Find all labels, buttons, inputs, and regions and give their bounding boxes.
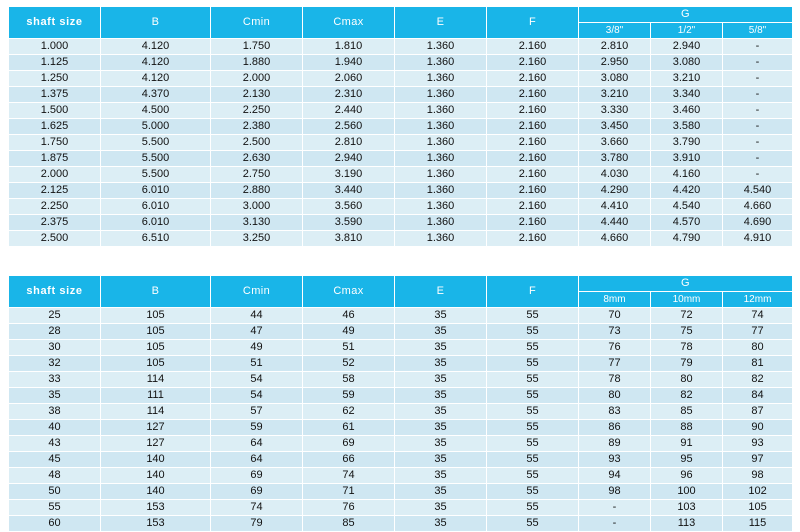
table-cell: 47: [211, 324, 303, 340]
col-header-cmin: Cmin: [211, 7, 303, 39]
table-cell: 55: [487, 324, 579, 340]
table-cell: 35: [395, 404, 487, 420]
table-cell: 69: [211, 484, 303, 500]
table-cell: 80: [651, 372, 723, 388]
table-cell: 1.360: [395, 151, 487, 167]
col-header-b: B: [101, 7, 211, 39]
table-cell: 127: [101, 420, 211, 436]
table-cell: 100: [651, 484, 723, 500]
col-header-b: B: [101, 276, 211, 308]
table-cell: 2.160: [487, 71, 579, 87]
table-cell: 97: [723, 452, 793, 468]
table-cell: 55: [487, 356, 579, 372]
table-cell: 3.080: [579, 71, 651, 87]
table-cell: 55: [487, 388, 579, 404]
table-row: [9, 55, 793, 71]
table-cell: 61: [303, 420, 395, 436]
table-cell: 4.910: [723, 231, 793, 247]
table-cell: 1.360: [395, 199, 487, 215]
cell-shaft-size: 32: [9, 356, 101, 372]
cell-shaft-size: 40: [9, 420, 101, 436]
table-cell: -: [723, 55, 793, 71]
table-cell: 115: [723, 516, 793, 532]
table-cell: 72: [651, 308, 723, 324]
col-header-g: G: [579, 276, 793, 292]
table-cell: -: [723, 151, 793, 167]
table-cell: 4.290: [579, 183, 651, 199]
table-cell: -: [579, 500, 651, 516]
table-cell: 4.120: [101, 71, 211, 87]
table-row: [9, 119, 793, 135]
table-cell: 89: [579, 436, 651, 452]
table-cell: 3.450: [579, 119, 651, 135]
table-cell: 85: [303, 516, 395, 532]
table-cell: 80: [723, 340, 793, 356]
table-cell: 35: [395, 356, 487, 372]
table-cell: 2.810: [579, 39, 651, 55]
table-cell: 3.910: [651, 151, 723, 167]
table-cell: 6.010: [101, 199, 211, 215]
table-cell: 55: [487, 500, 579, 516]
table-cell: 83: [579, 404, 651, 420]
table-cell: 2.160: [487, 39, 579, 55]
table-cell: 4.160: [651, 167, 723, 183]
cell-shaft-size: 28: [9, 324, 101, 340]
table-cell: 35: [395, 308, 487, 324]
table-cell: 114: [101, 404, 211, 420]
table-cell: 95: [651, 452, 723, 468]
table-cell: 3.440: [303, 183, 395, 199]
table-cell: 2.500: [211, 135, 303, 151]
table-cell: 51: [211, 356, 303, 372]
table-cell: 3.330: [579, 103, 651, 119]
table-cell: 98: [579, 484, 651, 500]
table-cell: 79: [211, 516, 303, 532]
table-cell: 86: [579, 420, 651, 436]
col-header-g-2: 10mm: [651, 292, 723, 308]
table-cell: -: [579, 516, 651, 532]
table-body: [9, 39, 793, 247]
table-cell: 55: [487, 308, 579, 324]
table-cell: 105: [101, 324, 211, 340]
table-row: [9, 356, 793, 372]
cell-shaft-size: 2.000: [9, 167, 101, 183]
table-cell: 55: [487, 452, 579, 468]
table-row: [9, 468, 793, 484]
cell-shaft-size: 1.500: [9, 103, 101, 119]
table-cell: 2.000: [211, 71, 303, 87]
table-cell: 2.380: [211, 119, 303, 135]
cell-shaft-size: 2.500: [9, 231, 101, 247]
table-cell: 3.590: [303, 215, 395, 231]
table-cell: 35: [395, 340, 487, 356]
table-cell: 140: [101, 468, 211, 484]
table-cell: 49: [211, 340, 303, 356]
table-cell: -: [723, 167, 793, 183]
table-cell: 2.160: [487, 199, 579, 215]
table-cell: 105: [101, 340, 211, 356]
table-cell: 113: [651, 516, 723, 532]
table-cell: 4.540: [651, 199, 723, 215]
table-cell: 2.560: [303, 119, 395, 135]
table-cell: 2.160: [487, 119, 579, 135]
table-cell: 2.880: [211, 183, 303, 199]
table-cell: 2.160: [487, 87, 579, 103]
table-cell: 4.120: [101, 55, 211, 71]
table-cell: 55: [487, 468, 579, 484]
table-cell: 153: [101, 500, 211, 516]
col-header-g-3: 12mm: [723, 292, 793, 308]
table-cell: 57: [211, 404, 303, 420]
table-cell: 64: [211, 436, 303, 452]
table-cell: 105: [723, 500, 793, 516]
cell-shaft-size: 2.375: [9, 215, 101, 231]
table-cell: 5.500: [101, 135, 211, 151]
table-cell: 3.780: [579, 151, 651, 167]
table-cell: 69: [211, 468, 303, 484]
table-cell: 35: [395, 388, 487, 404]
table-header: [9, 276, 793, 308]
cell-shaft-size: 1.000: [9, 39, 101, 55]
table-cell: 3.660: [579, 135, 651, 151]
col-header-shaft-size: shaft size: [9, 276, 101, 308]
table-cell: 77: [723, 324, 793, 340]
table-cell: 2.440: [303, 103, 395, 119]
table-row: [9, 199, 793, 215]
table-cell: 102: [723, 484, 793, 500]
table-cell: 1.360: [395, 231, 487, 247]
table-cell: 70: [579, 308, 651, 324]
table-body: [9, 308, 793, 532]
cell-shaft-size: 55: [9, 500, 101, 516]
table-cell: 4.790: [651, 231, 723, 247]
table-cell: 64: [211, 452, 303, 468]
table-cell: 4.030: [579, 167, 651, 183]
cell-shaft-size: 1.875: [9, 151, 101, 167]
table-row: [9, 103, 793, 119]
table-row: [9, 87, 793, 103]
col-header-g-2: 1/2": [651, 23, 723, 39]
table-row: [9, 420, 793, 436]
table-cell: 1.810: [303, 39, 395, 55]
table-cell: 2.940: [303, 151, 395, 167]
cell-shaft-size: 35: [9, 388, 101, 404]
table-cell: 1.360: [395, 39, 487, 55]
table-cell: 3.580: [651, 119, 723, 135]
table-row: [9, 39, 793, 55]
table-cell: 49: [303, 324, 395, 340]
table-cell: 3.210: [579, 87, 651, 103]
table-cell: 91: [651, 436, 723, 452]
table-cell: 2.160: [487, 183, 579, 199]
table-separator: [8, 247, 792, 275]
table-cell: 88: [651, 420, 723, 436]
table-cell: 3.560: [303, 199, 395, 215]
table-cell: 2.630: [211, 151, 303, 167]
table-cell: 84: [723, 388, 793, 404]
table-cell: 35: [395, 500, 487, 516]
table-cell: 52: [303, 356, 395, 372]
table-cell: 1.940: [303, 55, 395, 71]
table-cell: 51: [303, 340, 395, 356]
col-header-cmax: Cmax: [303, 7, 395, 39]
table-cell: 1.360: [395, 55, 487, 71]
table-cell: 62: [303, 404, 395, 420]
table-cell: 2.160: [487, 231, 579, 247]
table-cell: 71: [303, 484, 395, 500]
table-cell: 2.940: [651, 39, 723, 55]
table-cell: 76: [579, 340, 651, 356]
table-row: [9, 340, 793, 356]
table-row: [9, 500, 793, 516]
table-cell: 2.750: [211, 167, 303, 183]
cell-shaft-size: 33: [9, 372, 101, 388]
table-cell: 35: [395, 420, 487, 436]
table-cell: 78: [651, 340, 723, 356]
table-cell: 105: [101, 356, 211, 372]
cell-shaft-size: 2.250: [9, 199, 101, 215]
table-cell: 55: [487, 340, 579, 356]
table-cell: 96: [651, 468, 723, 484]
col-header-f: F: [487, 7, 579, 39]
table-cell: 4.370: [101, 87, 211, 103]
table-cell: -: [723, 39, 793, 55]
table-cell: 105: [101, 308, 211, 324]
cell-shaft-size: 25: [9, 308, 101, 324]
table-cell: 5.500: [101, 151, 211, 167]
table-cell: 2.160: [487, 55, 579, 71]
table-cell: 2.130: [211, 87, 303, 103]
table-cell: 82: [723, 372, 793, 388]
table-cell: 82: [651, 388, 723, 404]
table-cell: 2.310: [303, 87, 395, 103]
table-cell: 1.360: [395, 135, 487, 151]
table-cell: 4.420: [651, 183, 723, 199]
table-cell: 4.690: [723, 215, 793, 231]
table-cell: 3.250: [211, 231, 303, 247]
table-row: [9, 167, 793, 183]
table-cell: 55: [487, 516, 579, 532]
table-cell: 3.790: [651, 135, 723, 151]
table-cell: 79: [651, 356, 723, 372]
table-cell: 1.360: [395, 119, 487, 135]
cell-shaft-size: 38: [9, 404, 101, 420]
table-row: [9, 324, 793, 340]
table-cell: 69: [303, 436, 395, 452]
table-cell: 55: [487, 484, 579, 500]
table-cell: 5.500: [101, 167, 211, 183]
table-cell: 35: [395, 436, 487, 452]
table-cell: 2.950: [579, 55, 651, 71]
col-header-e: E: [395, 7, 487, 39]
table-cell: 2.160: [487, 135, 579, 151]
table-cell: 3.210: [651, 71, 723, 87]
table-cell: 55: [487, 436, 579, 452]
table-cell: 76: [303, 500, 395, 516]
table-cell: 80: [579, 388, 651, 404]
table-cell: 5.000: [101, 119, 211, 135]
table-cell: 98: [723, 468, 793, 484]
table-cell: 1.750: [211, 39, 303, 55]
table-cell: 6.510: [101, 231, 211, 247]
cell-shaft-size: 1.125: [9, 55, 101, 71]
table-cell: 35: [395, 372, 487, 388]
table-cell: 3.340: [651, 87, 723, 103]
table-cell: 111: [101, 388, 211, 404]
table-cell: 73: [579, 324, 651, 340]
table-cell: 1.360: [395, 183, 487, 199]
table-cell: 54: [211, 388, 303, 404]
table-cell: 74: [303, 468, 395, 484]
table-cell: 6.010: [101, 183, 211, 199]
table-row: [9, 183, 793, 199]
table-cell: 2.160: [487, 103, 579, 119]
table-cell: -: [723, 103, 793, 119]
table-cell: 3.130: [211, 215, 303, 231]
table-cell: -: [723, 135, 793, 151]
table-row: [9, 452, 793, 468]
cell-shaft-size: 2.125: [9, 183, 101, 199]
cell-shaft-size: 48: [9, 468, 101, 484]
table-cell: 93: [579, 452, 651, 468]
table-cell: 153: [101, 516, 211, 532]
col-header-cmax: Cmax: [303, 276, 395, 308]
col-header-f: F: [487, 276, 579, 308]
table-cell: 4.440: [579, 215, 651, 231]
table-cell: 44: [211, 308, 303, 324]
table-header: [9, 7, 793, 39]
table-row: [9, 372, 793, 388]
table-cell: 46: [303, 308, 395, 324]
table-cell: 3.000: [211, 199, 303, 215]
col-header-e: E: [395, 276, 487, 308]
table-cell: 90: [723, 420, 793, 436]
table-cell: 55: [487, 372, 579, 388]
table-cell: 1.880: [211, 55, 303, 71]
table-row: [9, 484, 793, 500]
table-row: [9, 71, 793, 87]
table-cell: 4.660: [723, 199, 793, 215]
table-row: [9, 308, 793, 324]
table-cell: 35: [395, 452, 487, 468]
table-cell: 4.570: [651, 215, 723, 231]
table-row: [9, 135, 793, 151]
table-cell: 58: [303, 372, 395, 388]
cell-shaft-size: 43: [9, 436, 101, 452]
col-header-g-3: 5/8": [723, 23, 793, 39]
cell-shaft-size: 60: [9, 516, 101, 532]
table-cell: 54: [211, 372, 303, 388]
col-header-shaft-size: shaft size: [9, 7, 101, 39]
table-cell: 3.080: [651, 55, 723, 71]
table-cell: 55: [487, 420, 579, 436]
header-row-main: [9, 276, 793, 292]
table-cell: 4.120: [101, 39, 211, 55]
table-cell: 2.060: [303, 71, 395, 87]
table-cell: 3.190: [303, 167, 395, 183]
cell-shaft-size: 1.625: [9, 119, 101, 135]
table-cell: 35: [395, 468, 487, 484]
table-cell: 2.160: [487, 215, 579, 231]
table-cell: 2.810: [303, 135, 395, 151]
table-cell: 93: [723, 436, 793, 452]
table-cell: 4.660: [579, 231, 651, 247]
table-cell: 87: [723, 404, 793, 420]
cell-shaft-size: 30: [9, 340, 101, 356]
table-cell: 75: [651, 324, 723, 340]
col-header-g-1: 8mm: [579, 292, 651, 308]
table-cell: 59: [303, 388, 395, 404]
table-cell: -: [723, 71, 793, 87]
table-cell: 66: [303, 452, 395, 468]
cell-shaft-size: 1.750: [9, 135, 101, 151]
table-cell: 74: [211, 500, 303, 516]
table-row: [9, 388, 793, 404]
table-row: [9, 231, 793, 247]
table-cell: 1.360: [395, 215, 487, 231]
table-cell: 1.360: [395, 87, 487, 103]
table-cell: -: [723, 119, 793, 135]
table-cell: 3.460: [651, 103, 723, 119]
table-cell: 1.360: [395, 71, 487, 87]
cell-shaft-size: 1.375: [9, 87, 101, 103]
table-cell: 4.500: [101, 103, 211, 119]
cell-shaft-size: 1.250: [9, 71, 101, 87]
table-cell: -: [723, 87, 793, 103]
table-cell: 35: [395, 484, 487, 500]
header-row-main: [9, 7, 793, 23]
inch-spec-table: [8, 6, 793, 247]
table-cell: 59: [211, 420, 303, 436]
table-row: [9, 516, 793, 532]
table-cell: 74: [723, 308, 793, 324]
table-cell: 55: [487, 404, 579, 420]
cell-shaft-size: 50: [9, 484, 101, 500]
table-cell: 94: [579, 468, 651, 484]
table-row: [9, 404, 793, 420]
table-cell: 2.160: [487, 151, 579, 167]
cell-shaft-size: 45: [9, 452, 101, 468]
table-cell: 4.540: [723, 183, 793, 199]
table-cell: 81: [723, 356, 793, 372]
table-cell: 3.810: [303, 231, 395, 247]
table-row: [9, 151, 793, 167]
table-cell: 114: [101, 372, 211, 388]
table-row: [9, 215, 793, 231]
table-cell: 140: [101, 452, 211, 468]
table-row: [9, 436, 793, 452]
table-cell: 77: [579, 356, 651, 372]
table-cell: 35: [395, 516, 487, 532]
table-cell: 78: [579, 372, 651, 388]
table-cell: 35: [395, 324, 487, 340]
col-header-g-1: 3/8": [579, 23, 651, 39]
table-cell: 85: [651, 404, 723, 420]
col-header-g: G: [579, 7, 793, 23]
table-cell: 1.360: [395, 167, 487, 183]
col-header-cmin: Cmin: [211, 276, 303, 308]
metric-spec-table: [8, 275, 793, 532]
table-cell: 6.010: [101, 215, 211, 231]
table-cell: 103: [651, 500, 723, 516]
table-cell: 1.360: [395, 103, 487, 119]
table-cell: 2.160: [487, 167, 579, 183]
table-cell: 4.410: [579, 199, 651, 215]
table-cell: 2.250: [211, 103, 303, 119]
table-cell: 127: [101, 436, 211, 452]
table-cell: 140: [101, 484, 211, 500]
